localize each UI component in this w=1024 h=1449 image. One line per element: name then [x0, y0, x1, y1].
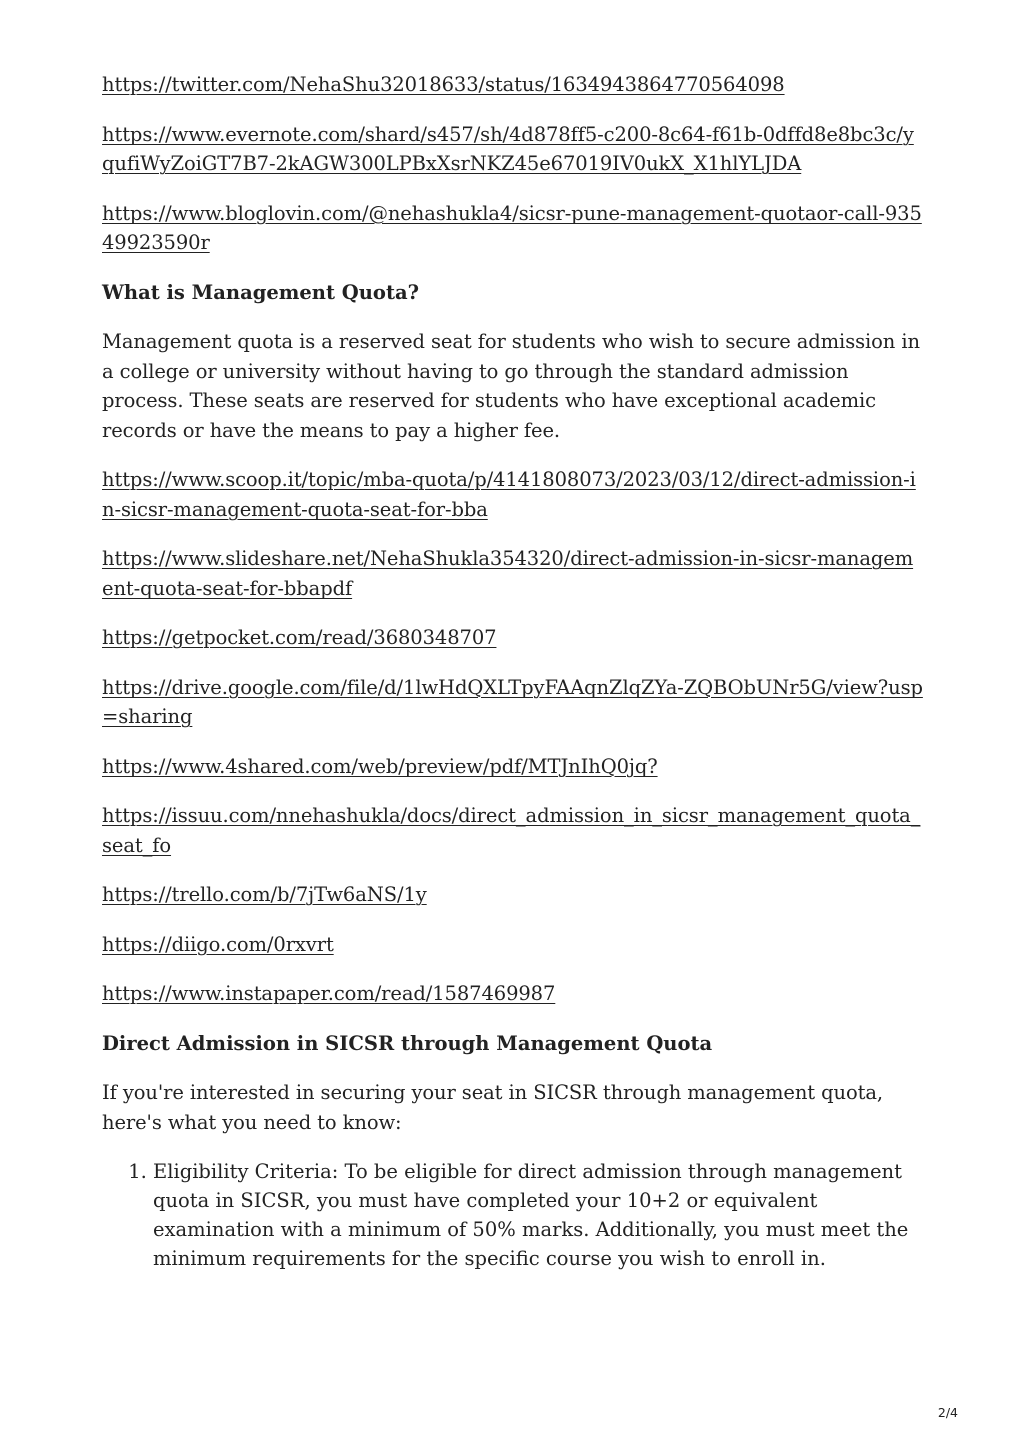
slideshare-link[interactable]: https://www.slideshare.net/NehaShukla354320/direct-admission-in-sicsr-management-quota-seat-for-bbapdf [102, 547, 914, 600]
issuu-link[interactable]: https://issuu.com/nnehashukla/docs/direct_admission_in_sicsr_management_quota_seat_fo [102, 804, 921, 857]
link-paragraph [102, 120, 924, 179]
twitter-link[interactable]: https://twitter.com/NehaShu32018633/status/1634943864770564098 [102, 73, 785, 96]
scoop-link[interactable]: https://www.scoop.it/topic/mba-quota/p/4141808073/2023/03/12/direct-admission-in-sicsr-management-quota-seat-for-bba [102, 468, 916, 521]
link-paragraph [102, 880, 924, 910]
evernote-link[interactable]: https://www.evernote.com/shard/s457/sh/4d878ff5-c200-8c64-f61b-0dffd8e8bc3c/yqufiWyZoiGT7B7-2kAGW300LPBxXsrNKZ45e67019IV0ukX_X1hlYLJDA [102, 122, 914, 175]
trello-link[interactable]: https://trello.com/b/7jTw6aNS/1y [102, 883, 427, 906]
link-paragraph [102, 752, 924, 782]
document-body [102, 70, 924, 1273]
link-paragraph [102, 199, 924, 258]
admission-steps-list [102, 1157, 924, 1273]
list-item-eligibility: 1. Eligibility Criteria: To be eligible for direct admission through management quota in SICSR, you must have completed your 10+2 or equivalent examination with a minimum of 50% marks. Additionally, you must meet the minimum requirements for the specific course you wish to enroll in. [153, 1157, 924, 1273]
link-paragraph [102, 544, 924, 603]
link-paragraph [102, 623, 924, 653]
link-paragraph [102, 801, 924, 860]
google-drive-link[interactable]: https://drive.google.com/file/d/1lwHdQXLTpyFAAqnZlqZYa-ZQBObUNr5G/view?usp=sharing [102, 675, 923, 728]
diigo-link[interactable]: https://diigo.com/0rxvrt [102, 932, 334, 956]
link-paragraph [102, 979, 924, 1009]
4shared-link[interactable]: https://www.4shared.com/web/preview/pdf/MTJnIhQ0jq? [102, 754, 658, 778]
management-quota-description: Management quota is a reserved seat for students who wish to secure admission in a college or university without having to go through the standard admission process. These seats are reserved for students who have exceptional academic records or have the means to pay a higher fee. [102, 330, 920, 442]
link-paragraph [102, 673, 924, 732]
link-paragraph [102, 930, 924, 960]
link-paragraph [102, 465, 924, 524]
link-paragraph [102, 70, 924, 100]
getpocket-link[interactable]: https://getpocket.com/read/3680348707 [102, 626, 497, 649]
page-number: 2/4 [937, 1405, 958, 1420]
section-heading-management-quota: What is Management Quota? [102, 280, 420, 304]
section-heading-direct-admission: Direct Admission in SICSR through Management Quota [102, 1031, 713, 1055]
direct-admission-intro: If you're interested in securing your seat in SICSR through management quota, here's what you need to know: [102, 1081, 883, 1134]
bloglovin-link[interactable]: https://www.bloglovin.com/@nehashukla4/sicsr-pune-management-quotaor-call-93549923590r [102, 201, 922, 254]
instapaper-link[interactable]: https://www.instapaper.com/read/1587469987 [102, 982, 556, 1005]
